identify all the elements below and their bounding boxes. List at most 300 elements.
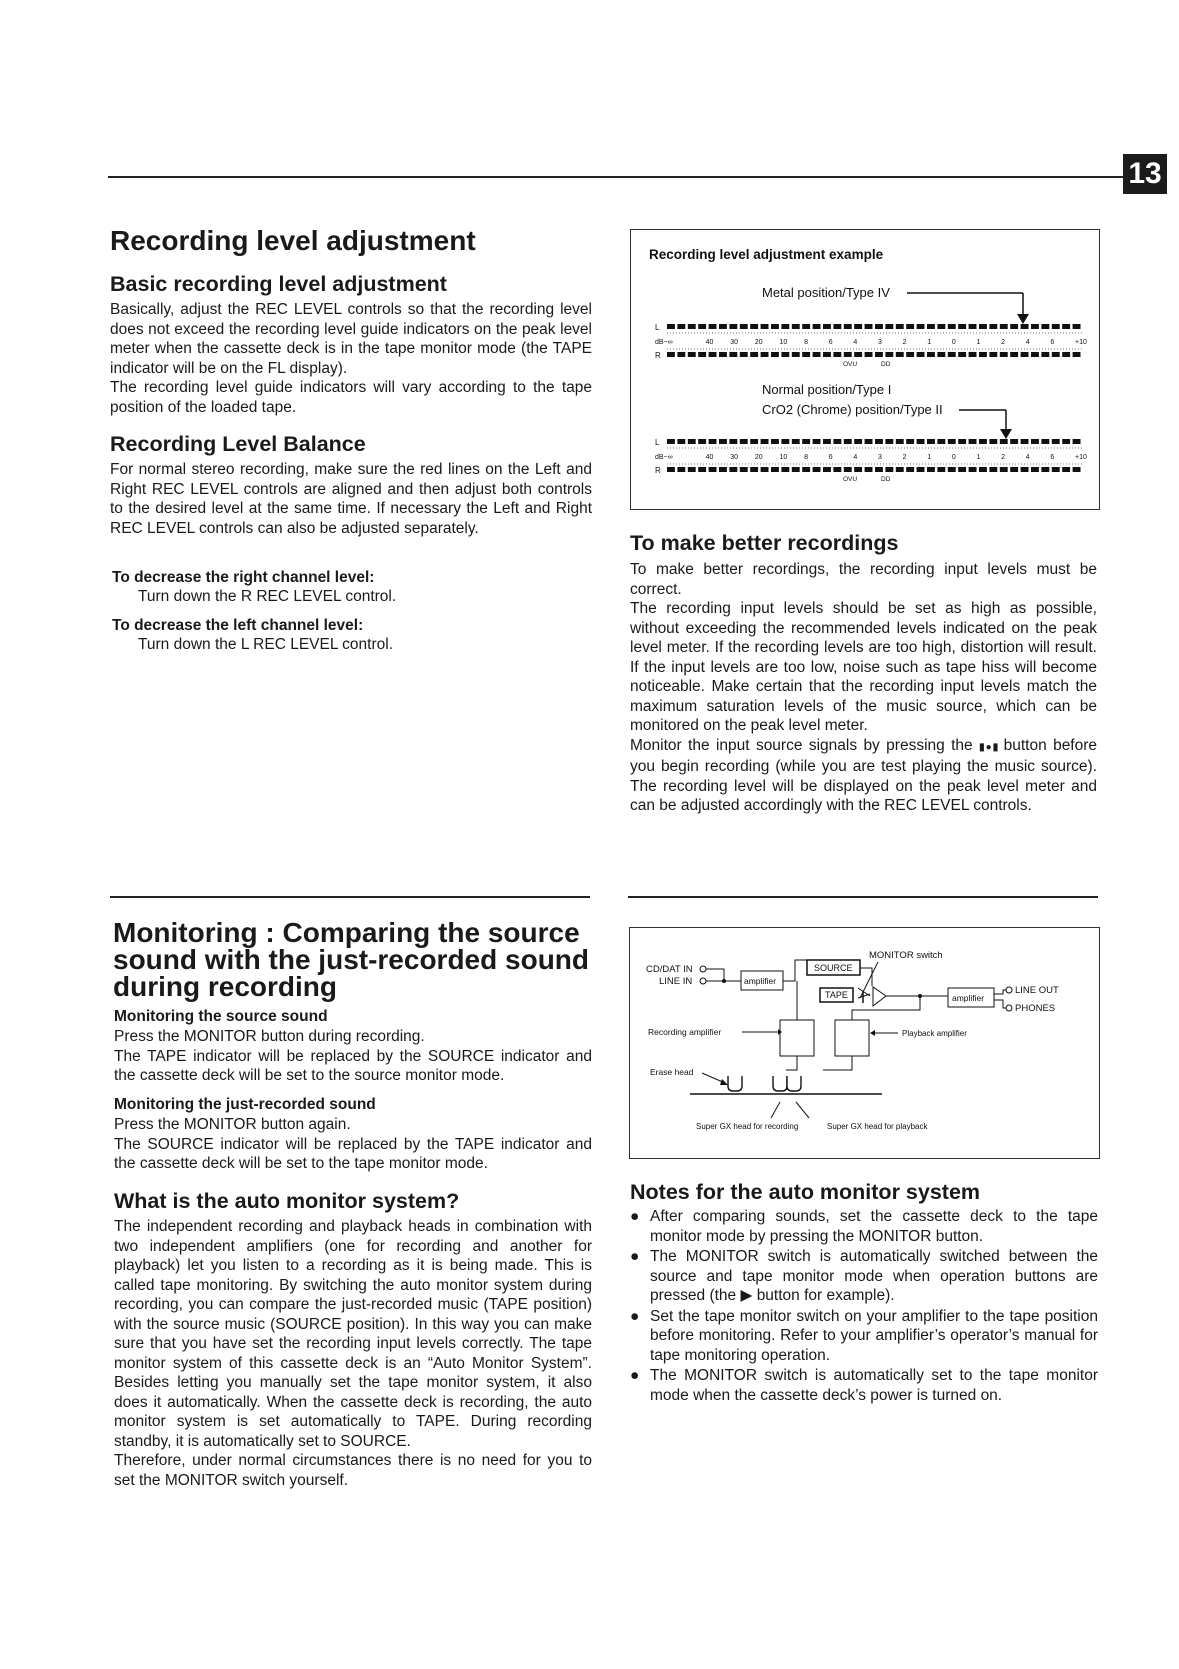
meter-scale-label: 1: [976, 339, 981, 346]
meter-scale-label: 3: [878, 339, 882, 346]
source-indicator-label: SOURCE: [814, 963, 853, 973]
heading-basic-level: Basic recording level adjustment: [110, 272, 447, 296]
channel-right-label: R: [655, 351, 661, 360]
meter-scale-label: 6: [828, 339, 833, 346]
recorded-sound-text: [114, 1115, 592, 1174]
meter1-label: Metal position/Type IV: [762, 285, 890, 300]
meter-segment-right: [937, 352, 945, 357]
meter-segment-right: [989, 467, 997, 472]
heading-level-balance: Recording Level Balance: [110, 432, 366, 456]
source-sound-text: [114, 1027, 592, 1086]
meter-segment-left: [896, 439, 904, 444]
meter-segment-left: [917, 439, 925, 444]
meter-segment-right: [1073, 467, 1081, 472]
meter-segment-right: [854, 467, 862, 472]
section-title-recording-level: Recording level adjustment: [110, 225, 476, 256]
meter1-group: [655, 323, 1087, 368]
meter-segment-left: [740, 439, 748, 444]
line-in-label: LINE IN: [659, 976, 693, 987]
meter-segment-left: [823, 439, 831, 444]
source-text-2: The TAPE indicator will be replaced by the SOURCE indicator and the cassette deck will be set to the source monitor mode.: [114, 1047, 592, 1084]
recorded-text-2: The SOURCE indicator will be replaced by the TAPE indicator and the cassette deck will be set to the tape monitor mode.: [114, 1135, 592, 1172]
meter-scale-label: +10: [1075, 454, 1087, 461]
meter-segment-left: [948, 439, 956, 444]
erase-head-label: Erase head: [650, 1067, 694, 1077]
amp-to-source-wire: [783, 960, 807, 981]
meter-scale-label: 1: [927, 339, 932, 346]
meter-segment-left: [1052, 439, 1060, 444]
meter-segment-left: [865, 324, 873, 329]
meter-segment-right: [917, 352, 925, 357]
bullet-icon: ●: [630, 1208, 640, 1225]
meter-segment-left: [885, 324, 893, 329]
meter-segment-left: [927, 439, 935, 444]
meter-segment-right: [823, 467, 831, 472]
meter-segment-right: [813, 467, 821, 472]
auto-monitor-text-1: The independent recording and playback heads in combination with two independent amplifiers (one for recording and another for playback) let you listen to a recording as it is being made. This is called tape monitoring. By switching the auto monitor system during recording, you can compare the just-recorded music (TAPE position) with the source music (SOURCE position). In this way you can make sure that you have set the recording input levels correctly. The tape monitor system of this cassette deck is an “Auto Monitor System”. Besides letting you manually set the tape monitor system, it also does it automatically. When the cassette deck is recording, the auto monitor system is set automatically to TAPE. During recording standby, it is automatically set to SOURCE.: [114, 1218, 592, 1450]
monitor-circuit-diagram: [630, 928, 1099, 1158]
better-recordings-text: [630, 560, 1097, 816]
middle-rule-right: [628, 896, 1098, 898]
meter-segment-right: [698, 467, 706, 472]
meter-segment-right: [844, 467, 852, 472]
meter-segment-right: [823, 352, 831, 357]
line-out-wire: [994, 990, 1006, 994]
meter-segment-right: [761, 352, 769, 357]
meter-segment-left: [761, 439, 769, 444]
meter-scale-label: 2: [1001, 339, 1006, 346]
meter-segment-left: [1052, 324, 1060, 329]
bullet-icon: ●: [630, 1307, 640, 1325]
meter-segment-right: [771, 467, 779, 472]
meter-segment-right: [802, 467, 810, 472]
meter-segment-right: [688, 352, 696, 357]
meter-scale-label: 30: [730, 454, 739, 461]
meter-segment-right: [906, 352, 914, 357]
note-item: [628, 1307, 1098, 1366]
meter-segment-right: [1010, 352, 1018, 357]
meter-scale-label: 1: [976, 454, 981, 461]
channel-left-label: L: [655, 438, 660, 447]
meter-segment-left: [1073, 324, 1081, 329]
meter-segment-right: [875, 352, 883, 357]
switch-contact-b: [858, 994, 870, 998]
meter-scale-label: 8: [804, 454, 809, 461]
meter2-group: [655, 438, 1087, 483]
meter-segment-left: [792, 324, 800, 329]
meter2-pointer-arrow: [1000, 429, 1012, 439]
play-head-leader: [796, 1102, 809, 1118]
meter-segment-right: [865, 467, 873, 472]
meter-segment-left: [833, 324, 841, 329]
meter-segment-left: [719, 439, 727, 444]
basic-level-text-2: The recording level guide indicators will vary according to the tape position of the loaded tape.: [110, 379, 592, 416]
meter-segment-left: [1000, 439, 1008, 444]
meter-scale-label: 40: [705, 339, 714, 346]
meter-segment-left: [677, 439, 685, 444]
meter-segment-right: [719, 352, 727, 357]
meter-segment-left: [906, 324, 914, 329]
meter-segment-left: [1000, 324, 1008, 329]
meter-segment-left: [948, 324, 956, 329]
meter-segment-right: [958, 352, 966, 357]
meter-segment-right: [844, 352, 852, 357]
meter-segment-right: [677, 352, 685, 357]
meter-segment-right: [1041, 352, 1049, 357]
right-channel-heading: To decrease the right channel level:: [112, 569, 375, 586]
meter-segment-right: [802, 352, 810, 357]
recording-head-icon: [773, 1076, 787, 1091]
meter-segment-right: [875, 467, 883, 472]
playback-amplifier-box: [835, 1020, 869, 1056]
better-text-2: The recording input levels should be set as high as possible, without exceeding the recommended levels indicated on the peak level meter. If the recording levels are too high, distortion will result. If the input levels are too low, noise such as tape hiss will become noticeable. Make certain that the recording input levels match the maximum saturation levels of the music source, which can be monitored on the peak level meter.: [630, 600, 1097, 734]
meter-scale-label: 8: [804, 339, 809, 346]
meter-segment-left: [1062, 439, 1070, 444]
line-out-label: LINE OUT: [1015, 985, 1059, 996]
basic-level-text: [110, 300, 592, 417]
meter-segment-right: [969, 352, 977, 357]
meter-segment-left: [667, 324, 675, 329]
source-sound-heading: Monitoring the source sound: [114, 1008, 328, 1025]
meter-segment-left: [823, 324, 831, 329]
meter-scale-label: 6: [828, 454, 833, 461]
rec-head-label: Super GX head for recording: [696, 1122, 799, 1131]
left-channel-text: Turn down the L REC LEVEL control.: [138, 636, 394, 653]
meter-scale-label: 6: [1050, 454, 1055, 461]
basic-level-text-1: Basically, adjust the REC LEVEL controls so that the recording level does not exceed the recording level guide indicators on the peak level meter when the cassette deck is in the tape monitor mode (the TAPE indicator will be on the FL display).: [110, 301, 592, 377]
meter-scale-label: dB−∞: [655, 454, 673, 461]
monitor-diagram-box: [629, 927, 1100, 1159]
level-example-box: [630, 229, 1100, 510]
meter-segment-left: [1021, 324, 1029, 329]
meter-scale-label: 20: [754, 454, 763, 461]
switch-blade-icon: [873, 987, 886, 1006]
meter-segment-right: [833, 352, 841, 357]
meter-segment-left: [698, 439, 706, 444]
meter-segment-right: [906, 467, 914, 472]
meter-segment-left: [813, 439, 821, 444]
heading-auto-monitor: What is the auto monitor system?: [114, 1189, 460, 1213]
note-text: The MONITOR switch is automatically set to the tape monitor mode when the cassette deck’s power is turned on.: [650, 1367, 1098, 1404]
meter-segment-right: [927, 352, 935, 357]
monitor-switch-label: MONITOR switch: [869, 950, 943, 961]
meter-segment-right: [771, 352, 779, 357]
meter-scale-label: 2: [902, 339, 907, 346]
meter-scale-label: 10: [779, 454, 788, 461]
meter-segment-left: [667, 439, 675, 444]
meter-segment-right: [937, 467, 945, 472]
meter-segment-left: [688, 439, 696, 444]
meter-segment-left: [1062, 324, 1070, 329]
meter-segment-left: [958, 439, 966, 444]
meter-scale-label: 4: [1025, 454, 1030, 461]
meter2-label2: CrO2 (Chrome) position/Type II: [762, 402, 943, 417]
channel-left-label: L: [655, 323, 660, 332]
meter-segment-left: [906, 439, 914, 444]
meter-segment-left: [865, 439, 873, 444]
note-item: [628, 1247, 1098, 1306]
meter-segment-left: [761, 324, 769, 329]
meter-segment-left: [688, 324, 696, 329]
meter-segment-right: [979, 352, 987, 357]
monitoring-title-line1: Monitoring : Comparing the source: [113, 917, 580, 948]
phones-jack: [1006, 1005, 1012, 1011]
play-amp-to-head-wire: [823, 1056, 852, 1070]
meter-segment-right: [709, 352, 717, 357]
phones-wire: [994, 1000, 1006, 1008]
meter-segment-right: [750, 352, 758, 357]
meter-segment-right: [1052, 467, 1060, 472]
meter-segment-right: [688, 467, 696, 472]
auto-monitor-text-2: Therefore, under normal circumstances there is no need for you to set the MONITOR switch yourself.: [114, 1452, 592, 1489]
meter-segment-left: [833, 439, 841, 444]
meter-segment-left: [844, 439, 852, 444]
meter-scale-label: 4: [1025, 339, 1030, 346]
meter-segment-right: [917, 467, 925, 472]
better-text-3a: Monitor the input source signals by pressing the: [630, 736, 973, 754]
meter-segment-left: [781, 439, 789, 444]
meter-segment-left: [1021, 439, 1029, 444]
note-text: The MONITOR switch is automatically switched between the source and tape monitor mode when operation buttons are pressed (the ▶ button for example).: [650, 1248, 1098, 1304]
meter-segment-right: [896, 467, 904, 472]
meter-segment-left: [979, 439, 987, 444]
phones-label: PHONES: [1015, 1003, 1056, 1014]
meter-segment-right: [761, 467, 769, 472]
meter-segment-left: [802, 439, 810, 444]
meter-segment-left: [896, 324, 904, 329]
meter-scale-label: 40: [705, 454, 714, 461]
meter-segment-right: [1062, 467, 1070, 472]
meter-segment-left: [792, 439, 800, 444]
bullet-icon: ●: [630, 1248, 640, 1265]
meter-scale-label: 10: [779, 339, 788, 346]
meter-segment-right: [792, 467, 800, 472]
meter-segment-left: [719, 324, 727, 329]
better-text-3: [630, 736, 1097, 816]
meter-segment-right: [948, 467, 956, 472]
playback-to-switch-wire: [852, 996, 920, 1020]
meter-segment-right: [781, 352, 789, 357]
meter-segment-right: [1073, 352, 1081, 357]
meter-segment-left: [979, 324, 987, 329]
meter-segment-right: [740, 467, 748, 472]
note-text: After comparing sounds, set the cassette deck to the tape monitor mode by pressing the MONITOR button.: [650, 1208, 1098, 1245]
cd-dat-wire: [706, 969, 724, 981]
meter-segment-left: [875, 324, 883, 329]
meter1-pointer-arrow: [1017, 314, 1029, 324]
meter-segment-left: [1010, 439, 1018, 444]
cd-dat-in-label: CD/DAT IN: [646, 964, 693, 975]
recording-amplifier-box: [780, 1020, 814, 1056]
notes-list: [628, 1207, 1098, 1406]
meter-segment-left: [729, 439, 737, 444]
meter-segment-right: [969, 467, 977, 472]
meter-segment-left: [1031, 439, 1039, 444]
rec-mute-button-glyph: ▮●▮: [979, 741, 998, 753]
meter-segment-left: [937, 324, 945, 329]
meter-segment-right: [948, 352, 956, 357]
playback-amplifier-label: Playback amplifier: [902, 1029, 967, 1038]
meter-segment-left: [677, 324, 685, 329]
meter-segment-right: [979, 467, 987, 472]
meter-segment-left: [1041, 324, 1049, 329]
line-out-jack: [1006, 987, 1012, 993]
meter-segment-right: [1000, 467, 1008, 472]
play-head-label: Super GX head for playback: [827, 1122, 928, 1131]
output-amplifier-label: amplifier: [952, 993, 985, 1003]
meter-scale-label: 4: [853, 339, 858, 346]
meter2-label1: Normal position/Type I: [762, 382, 892, 397]
meter-segment-left: [969, 439, 977, 444]
level-meter-diagram: [631, 230, 1099, 509]
channel-right-label: R: [655, 466, 661, 475]
meter-scale-label: 1: [927, 454, 932, 461]
meter-segment-right: [698, 352, 706, 357]
playback-head-icon: [787, 1076, 801, 1091]
monitoring-title-line3: during recording: [113, 971, 337, 1002]
meter-segment-left: [885, 439, 893, 444]
header-rule: [108, 176, 1126, 178]
meter-segment-right: [1010, 467, 1018, 472]
meter-segment-right: [1062, 352, 1070, 357]
meter-segment-right: [854, 352, 862, 357]
recorded-sound-heading: Monitoring the just-recorded sound: [114, 1096, 376, 1113]
level-example-title: Recording level adjustment example: [649, 247, 884, 262]
meter-segment-right: [750, 467, 758, 472]
dolby-label: DD: [881, 476, 891, 483]
meter-segment-right: [667, 467, 675, 472]
erase-head-pointer-arrow: [720, 1079, 728, 1085]
meter-scale-label: 2: [1001, 454, 1006, 461]
meter-scale-label: +10: [1075, 339, 1087, 346]
ovu-label: OVU: [843, 361, 858, 368]
dolby-label: DD: [881, 361, 891, 368]
middle-rule-left: [110, 896, 590, 898]
meter-segment-left: [709, 439, 717, 444]
meter-segment-right: [885, 352, 893, 357]
left-channel-heading: To decrease the left channel level:: [112, 617, 364, 634]
meter-segment-right: [1052, 352, 1060, 357]
meter-segment-right: [1000, 352, 1008, 357]
meter-segment-left: [989, 439, 997, 444]
meter-segment-right: [833, 467, 841, 472]
meter-segment-right: [1021, 467, 1029, 472]
rec-amp-to-head-wire: [786, 1056, 797, 1070]
meter-scale-label: 30: [730, 339, 739, 346]
meter-segment-left: [771, 324, 779, 329]
input-amplifier-label: amplifier: [744, 976, 777, 986]
meter-segment-right: [865, 352, 873, 357]
meter-segment-right: [1031, 352, 1039, 357]
erase-head-icon: [728, 1076, 742, 1091]
meter-scale-label: 0: [951, 454, 956, 461]
better-text-1: To make better recordings, the recording input levels must be correct.: [630, 561, 1097, 598]
meter-segment-right: [667, 352, 675, 357]
meter-segment-left: [927, 324, 935, 329]
meter-segment-right: [709, 467, 717, 472]
recorded-text-1: Press the MONITOR button again.: [114, 1116, 351, 1133]
meter-scale-label: 20: [754, 339, 763, 346]
meter-segment-left: [969, 324, 977, 329]
cd-dat-in-jack: [700, 966, 706, 972]
meter-segment-left: [1073, 439, 1081, 444]
meter-segment-left: [709, 324, 717, 329]
meter-segment-right: [896, 352, 904, 357]
meter-segment-right: [740, 352, 748, 357]
meter-segment-left: [813, 324, 821, 329]
meter-segment-left: [989, 324, 997, 329]
recording-amplifier-label: Recording amplifier: [648, 1027, 722, 1037]
meter-segment-right: [719, 467, 727, 472]
meter-segment-right: [1021, 352, 1029, 357]
meter-segment-right: [677, 467, 685, 472]
input-junction: [722, 979, 726, 983]
meter-segment-right: [729, 352, 737, 357]
meter-scale-label: 4: [853, 454, 858, 461]
meter-segment-right: [1041, 467, 1049, 472]
page-number-tab: 13: [1123, 154, 1167, 194]
meter-segment-right: [885, 467, 893, 472]
meter-segment-left: [781, 324, 789, 329]
meter-segment-left: [750, 439, 758, 444]
meter-segment-left: [844, 324, 852, 329]
meter-segment-left: [771, 439, 779, 444]
line-in-jack: [700, 978, 706, 984]
meter-segment-left: [854, 324, 862, 329]
level-balance-text: For normal stereo recording, make sure the red lines on the Left and Right REC LEVEL controls are aligned and then adjust both controls to the desired level at the same time. If necessary the Left and Right REC LEVEL controls can also be adjusted separately.: [110, 461, 592, 537]
meter-scale-label: dB−∞: [655, 339, 673, 346]
meter-segment-left: [958, 324, 966, 329]
rec-head-leader: [771, 1102, 780, 1118]
meter-scale-label: 6: [1050, 339, 1055, 346]
playback-amplifier-pointer-arrow: [870, 1030, 875, 1036]
tape-indicator-label: TAPE: [825, 990, 848, 1000]
meter-segment-left: [802, 324, 810, 329]
ovu-label: OVU: [843, 476, 858, 483]
bullet-icon: ●: [630, 1367, 640, 1384]
meter-segment-left: [750, 324, 758, 329]
note-item: [628, 1207, 1098, 1246]
meter-segment-left: [854, 439, 862, 444]
meter-segment-left: [729, 324, 737, 329]
meter-scale-label: 0: [951, 339, 956, 346]
right-channel-text: Turn down the R REC LEVEL control.: [138, 588, 397, 605]
meter-segment-right: [1031, 467, 1039, 472]
meter-segment-right: [729, 467, 737, 472]
note-text: Set the tape monitor switch on your amplifier to the tape position before monitoring. Refer to your amplifier’s operator’s manual for tape monitoring operation.: [650, 1307, 1098, 1364]
better-text-3b: button before you begin recording (while you are test playing the music source). The recording level will be displayed on the peak level meter and can be adjusted accordingly with the REC LEVEL controls.: [630, 736, 1098, 814]
meter-segment-right: [781, 467, 789, 472]
meter-segment-left: [1041, 439, 1049, 444]
meter-segment-right: [792, 352, 800, 357]
meter-scale-label: 3: [878, 454, 882, 461]
source-text-1: Press the MONITOR button during recording.: [114, 1028, 425, 1045]
meter-segment-left: [1010, 324, 1018, 329]
note-item: [628, 1366, 1098, 1405]
auto-monitor-text: [114, 1217, 592, 1490]
meter-segment-right: [989, 352, 997, 357]
meter-segment-left: [917, 324, 925, 329]
meter-segment-left: [875, 439, 883, 444]
meter-segment-left: [1031, 324, 1039, 329]
meter-scale-label: 2: [902, 454, 907, 461]
meter-segment-left: [937, 439, 945, 444]
monitoring-title-line2: sound with the just-recorded sound: [113, 944, 589, 975]
heading-better-recordings: To make better recordings: [630, 531, 899, 555]
meter-segment-right: [813, 352, 821, 357]
meter-segment-left: [740, 324, 748, 329]
meter-segment-right: [927, 467, 935, 472]
